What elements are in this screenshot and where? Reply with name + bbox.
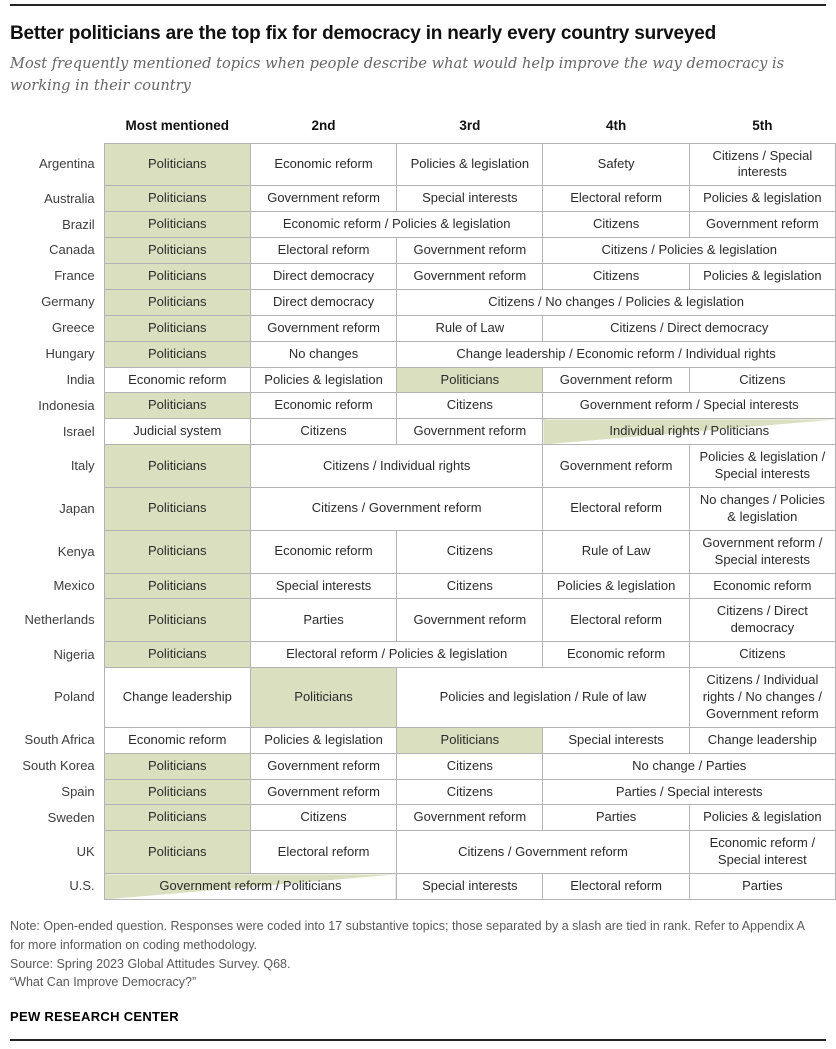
- table-row: [10, 727, 836, 753]
- topic-cell: Politicians: [104, 831, 250, 874]
- topic-cell: Parties: [689, 874, 835, 900]
- topic-cell: Parties: [543, 805, 689, 831]
- column-header-3rd: 3rd: [459, 117, 481, 133]
- topic-cell: Special interests: [397, 874, 543, 900]
- topic-cell: Economic reform: [250, 143, 396, 186]
- country-label: France: [54, 268, 95, 284]
- topic-cell: Government reform: [250, 315, 396, 341]
- country-label: Poland: [54, 689, 95, 705]
- table-row: [10, 445, 836, 488]
- topic-cell: Politicians: [104, 779, 250, 805]
- topic-cell: Rule of Law: [397, 315, 543, 341]
- topic-cell: Politicians: [397, 727, 543, 753]
- country-label: U.S.: [69, 878, 95, 894]
- topic-cell: Politicians: [104, 753, 250, 779]
- column-header-2nd: 2nd: [311, 117, 336, 133]
- topic-cell: Citizens: [397, 393, 543, 419]
- table-header-row: [10, 118, 836, 144]
- topic-cell: Government reform: [397, 238, 543, 264]
- table-row: [10, 831, 836, 874]
- topic-cell: Citizens: [250, 419, 396, 445]
- note-text: Note: Open-ended question. Responses were coded into 17 substantive topics; those separated by a slash are tied in rank. Refer to Appendix A for more information on coding methodology.: [10, 919, 805, 952]
- topic-cell: Government reform: [250, 186, 396, 212]
- country-label: South Africa: [24, 732, 95, 748]
- topic-cell: Citizens / No changes / Policies & legislation: [397, 289, 836, 315]
- topic-cell: Policies & legislation: [543, 573, 689, 599]
- topic-cell: Change leadership: [689, 727, 835, 753]
- topic-cell: Direct democracy: [250, 263, 396, 289]
- column-header-4th: 4th: [605, 117, 627, 133]
- table-row: [10, 753, 836, 779]
- topic-cell: Change leadership: [104, 668, 250, 728]
- country-label: Nigeria: [53, 646, 95, 662]
- table-row: [10, 668, 836, 728]
- table-row: [10, 642, 836, 668]
- topic-cell: Politicians: [104, 263, 250, 289]
- topic-cell: Judicial system: [104, 419, 250, 445]
- country-label: Greece: [52, 320, 95, 336]
- topic-cell: Politicians: [397, 367, 543, 393]
- table-row: [10, 393, 836, 419]
- country-label: India: [66, 371, 95, 387]
- topic-cell: Safety: [543, 143, 689, 186]
- country-label: Sweden: [47, 809, 95, 825]
- topic-cell: Government reform: [397, 805, 543, 831]
- topic-cell: Politicians: [104, 143, 250, 186]
- topic-cell: Citizens: [543, 263, 689, 289]
- table-row: [10, 212, 836, 238]
- table-row: [10, 289, 836, 315]
- topic-cell: Politicians: [104, 573, 250, 599]
- country-label: UK: [76, 844, 95, 860]
- table-row: [10, 419, 836, 445]
- topic-cell: Citizens / Individual rights / No changes / Government reform: [689, 668, 835, 728]
- country-label: Australia: [44, 190, 95, 206]
- topic-cell: Politicians: [104, 315, 250, 341]
- country-label: Brazil: [62, 216, 95, 232]
- topic-cell: Special interests: [543, 727, 689, 753]
- topic-cell: Economic reform / Policies & legislation: [250, 212, 543, 238]
- topic-cell: Special interests: [250, 573, 396, 599]
- topic-cell: Politicians: [104, 289, 250, 315]
- country-label: Israel: [62, 423, 95, 439]
- topic-cell: Citizens / Direct democracy: [543, 315, 836, 341]
- topic-cell: Politicians: [104, 186, 250, 212]
- topic-cell: Government reform: [250, 753, 396, 779]
- country-label: Kenya: [57, 543, 95, 559]
- page-title: Better politicians are the top fix for democracy in nearly every country surveyed: [10, 23, 717, 44]
- topic-cell: Economic reform: [104, 727, 250, 753]
- topics-table: [10, 118, 836, 901]
- topic-cell: Politicians: [104, 212, 250, 238]
- topic-cell: Economic reform: [543, 642, 689, 668]
- topic-cell: Economic reform: [250, 530, 396, 573]
- topic-cell: Policies & legislation: [250, 367, 396, 393]
- topic-cell: Economic reform: [250, 393, 396, 419]
- topic-cell: Government reform: [397, 263, 543, 289]
- topic-cell: Electoral reform: [543, 186, 689, 212]
- table-row: [10, 779, 836, 805]
- topic-cell: Economic reform: [104, 367, 250, 393]
- country-label: Japan: [59, 500, 95, 516]
- topic-cell: Citizens / Direct democracy: [689, 599, 835, 642]
- topic-cell: Government reform: [250, 779, 396, 805]
- table-row: [10, 143, 836, 186]
- country-label: Indonesia: [38, 397, 95, 413]
- table-row: [10, 805, 836, 831]
- topic-cell: Politicians: [104, 238, 250, 264]
- table-row: [10, 341, 836, 367]
- topic-cell: Special interests: [397, 186, 543, 212]
- country-label: Mexico: [53, 577, 95, 593]
- topic-cell: Parties / Special interests: [543, 779, 836, 805]
- topic-cell: Economic reform: [689, 573, 835, 599]
- topic-cell: Citizens / Special interests: [689, 143, 835, 186]
- topic-cell: No change / Parties: [543, 753, 836, 779]
- topic-cell: Politicians: [104, 341, 250, 367]
- topic-cell: Government reform / Special interests: [543, 393, 836, 419]
- country-label: Canada: [49, 242, 95, 258]
- topic-cell: Policies & legislation: [689, 186, 835, 212]
- topic-cell: Citizens / Individual rights: [250, 445, 543, 488]
- topic-cell: Electoral reform: [543, 488, 689, 531]
- topic-cell: No changes: [250, 341, 396, 367]
- topic-cell: Rule of Law: [543, 530, 689, 573]
- table-row: [10, 530, 836, 573]
- country-label: Netherlands: [24, 612, 95, 628]
- figure-subtitle: Most frequently mentioned topics when people describe what would help improve the way democracy is working in their country: [10, 54, 785, 94]
- topic-cell: Electoral reform: [250, 831, 396, 874]
- country-label: Spain: [61, 783, 95, 799]
- topic-cell: Policies & legislation: [250, 727, 396, 753]
- source-text: Source: Spring 2023 Global Attitudes Survey. Q68.: [10, 956, 291, 971]
- table-row: [10, 874, 836, 900]
- topic-cell: Change leadership / Economic reform / Individual rights: [397, 341, 836, 367]
- topic-cell: Citizens: [397, 573, 543, 599]
- country-label: Argentina: [39, 156, 95, 172]
- topic-cell: Citizens: [689, 367, 835, 393]
- topic-cell: Government reform: [397, 599, 543, 642]
- table-row: [10, 488, 836, 531]
- question-text: “What Can Improve Democracy?”: [10, 975, 197, 990]
- topic-cell: Electoral reform: [543, 874, 689, 900]
- topic-cell: Electoral reform: [543, 599, 689, 642]
- column-header-5th: 5th: [752, 117, 773, 133]
- topic-cell: Policies & legislation: [397, 143, 543, 186]
- country-label: South Korea: [22, 758, 95, 773]
- topic-cell: Politicians: [104, 445, 250, 488]
- topic-cell: Citizens / Policies & legislation: [543, 238, 836, 264]
- topic-cell: Electoral reform / Policies & legislation: [250, 642, 543, 668]
- column-header-most-mentioned: Most mentioned: [125, 117, 230, 133]
- topic-cell: Economic reform / Special interest: [689, 831, 835, 874]
- topic-cell: Electoral reform: [250, 238, 396, 264]
- topic-cell: Government reform: [689, 212, 835, 238]
- topic-cell: Citizens / Government reform: [250, 488, 543, 531]
- topic-cell: Politicians: [104, 530, 250, 573]
- top-divider: [10, 4, 826, 6]
- table-row: [10, 367, 836, 393]
- topic-cell: Politicians: [104, 599, 250, 642]
- topic-cell: Politicians: [104, 393, 250, 419]
- table-row: [10, 263, 836, 289]
- table-body: [10, 143, 836, 900]
- topic-cell: Citizens / Government reform: [397, 831, 690, 874]
- topic-cell: Policies & legislation: [689, 805, 835, 831]
- topic-cell: Government reform: [397, 419, 543, 445]
- table-row: [10, 599, 836, 642]
- topic-cell: Policies & legislation / Special interests: [689, 445, 835, 488]
- table-row: [10, 186, 836, 212]
- topic-cell: Parties: [250, 599, 396, 642]
- topic-cell: Politicians: [104, 642, 250, 668]
- topic-cell: Government reform / Special interests: [689, 530, 835, 573]
- country-label: Germany: [41, 294, 95, 310]
- corner-spacer: [10, 118, 104, 144]
- topic-cell: Citizens: [397, 779, 543, 805]
- topic-cell: Government reform: [543, 445, 689, 488]
- bottom-divider: [10, 1039, 826, 1041]
- topic-cell: No changes / Policies & legislation: [689, 488, 835, 531]
- footnotes: [10, 917, 816, 992]
- topic-cell: Policies & legislation: [689, 263, 835, 289]
- table-row: [10, 315, 836, 341]
- country-label: Italy: [70, 457, 95, 473]
- topic-cell: Government reform: [543, 367, 689, 393]
- topic-cell: Citizens: [689, 642, 835, 668]
- topic-cell: Citizens: [397, 530, 543, 573]
- topic-cell: Citizens: [250, 805, 396, 831]
- topic-cell: Direct democracy: [250, 289, 396, 315]
- country-label: Hungary: [45, 345, 95, 361]
- table-row: [10, 573, 836, 599]
- topic-cell: Politicians: [104, 805, 250, 831]
- topic-cell: Citizens: [543, 212, 689, 238]
- topic-cell: Citizens: [397, 753, 543, 779]
- topic-cell: Individual rights / Politicians: [543, 419, 836, 445]
- topic-cell: Politicians: [250, 668, 396, 728]
- topic-cell: Government reform / Politicians: [104, 874, 397, 900]
- pew-research-center-wordmark: PEW RESEARCH CENTER: [10, 1009, 179, 1025]
- table-row: [10, 238, 836, 264]
- topic-cell: Politicians: [104, 488, 250, 531]
- report-figure: [0, 4, 836, 1041]
- topic-cell: Policies and legislation / Rule of law: [397, 668, 690, 728]
